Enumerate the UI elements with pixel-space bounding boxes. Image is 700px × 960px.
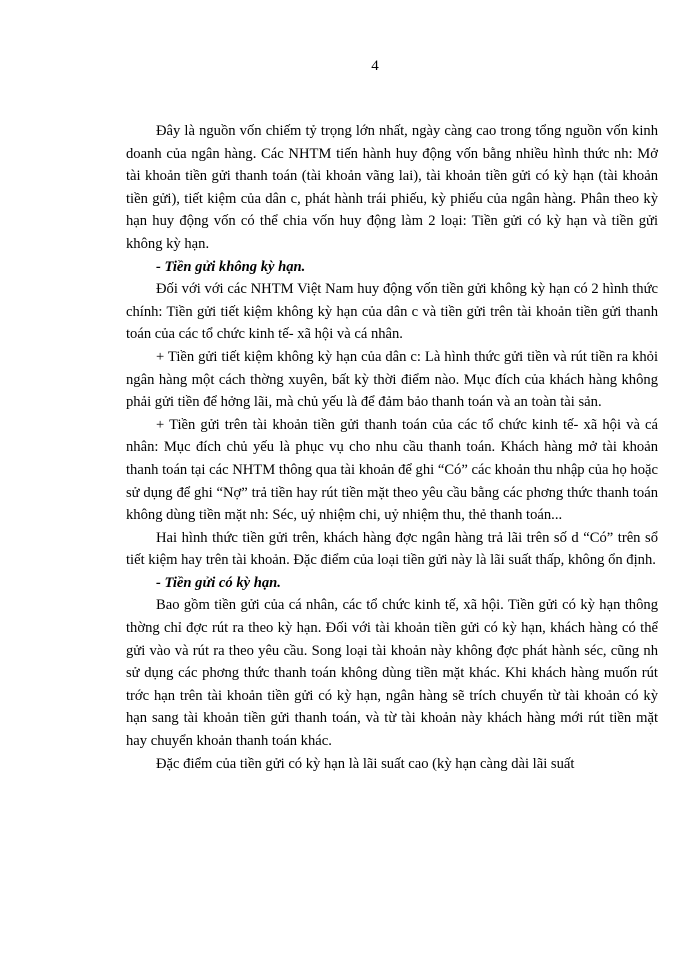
paragraph-demand-interest: Hai hình thức tiền gửi trên, khách hàng đợc ngân hàng trả lãi trên số d “Có” trên sổ tiết kiệm hay trên tài khoản. Đặc điểm của loại tiền gửi này là lãi suất thấp, không ổn định. xyxy=(126,529,658,569)
paragraph-demand-savings: + Tiền gửi tiết kiệm không kỳ hạn của dân c: Là hình thức gửi tiền và rút tiền ra khỏi ngân hàng một cách thờng xuyên, bất kỳ thời điểm nào. Mục đích của khách hàng không phải gửi tiền để hởng lãi, mà chủ yếu là để đảm bảo thanh toán và an toàn tài sản. xyxy=(126,348,658,411)
paragraph-term-deposit-features: Đặc điểm của tiền gửi có kỳ hạn là lãi suất cao (kỳ hạn càng dài lãi suất xyxy=(156,755,575,772)
paragraph-term-deposit: Bao gồm tiền gửi của cá nhân, các tổ chức kinh tế, xã hội. Tiền gửi có kỳ hạn thông thờng chỉ đợc rút ra theo kỳ hạn. Đối với tài khoản tiền gửi có kỳ hạn, khách hàng có thể gửi vào và rút ra theo yêu cầu. Song loại tài khoản này không đợc phát hành séc, cũng nh sử dụng các phơng thức thanh toán không dùng tiền mặt khác. Khi khách hàng muốn rút trớc hạn trên tài khoản tiền gửi có kỳ hạn, ngân hàng sẽ trích chuyển từ tài khoản có kỳ hạn sang tài khoản tiền gửi thanh toán, và từ tài khoản này khách hàng mới rút tiền mặt hay chuyển khoản thanh toán khác. xyxy=(126,597,658,750)
paragraph-payment-account: + Tiền gửi trên tài khoản tiền gửi thanh toán của các tổ chức kinh tế- xã hội và cá nhân: Mục đích chủ yếu là phục vụ cho nhu cầu thanh toán. Khách hàng mở tài khoản thanh toán tại các NHTM thông qua tài khoản để ghi “Có” các khoản thu nhập của họ hoặc sử dụng để ghi “Nợ” trả tiền hay rút tiền mặt theo yêu cầu bằng các phơng thức thanh toán không dùng tiền mặt nh: Séc, uỷ nhiệm chi, uỷ nhiệm thu, thẻ thanh toán... xyxy=(126,416,658,524)
paragraph-demand-deposit-forms: Đối với với các NHTM Việt Nam huy động vốn tiền gửi không kỳ hạn có 2 hình thức chính: Tiền gửi tiết kiệm không kỳ hạn của dân c và tiền gửi trên tài khoản tiền gửi thanh toán của các tổ chức kinh tế- xã hội và cá nhân. xyxy=(126,281,658,343)
heading-term-deposit: - Tiền gửi có kỳ hạn. xyxy=(156,574,281,591)
document-body xyxy=(126,120,658,775)
paragraph-intro: Đây là nguồn vốn chiếm tỷ trọng lớn nhất, ngày càng cao trong tổng nguồn vốn kinh doanh của ngân hàng. Các NHTM tiến hành huy động vốn bằng nhiều hình thức nh: Mở tài khoản tiền gửi thanh toán (tài khoản vãng lai), tài khoản tiền gửi có kỳ hạn (tài khoản tiền gửi), tiết kiệm của dân c, phát hành trái phiếu, kỳ phiếu của ngân hàng. Phân theo kỳ hạn huy động vốn có thể chia vốn huy động làm 2 loại: Tiền gửi có kỳ hạn và tiền gửi không kỳ hạn. xyxy=(126,123,658,252)
page-number: 4 xyxy=(371,58,379,74)
heading-demand-deposit: - Tiền gửi không kỳ hạn. xyxy=(156,258,306,275)
